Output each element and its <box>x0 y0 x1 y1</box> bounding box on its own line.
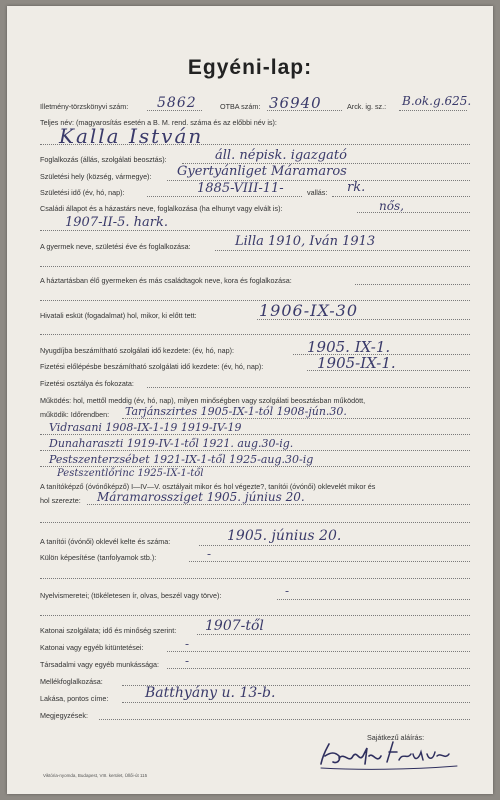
csaladi-line-2 <box>40 230 470 231</box>
mukodes-entry-1: Tarjánszirtes 1905-IX-1-tól 1908-jún.30. <box>125 405 347 418</box>
arck-value: B.ok.g.625. <box>402 94 472 108</box>
fizetesi-osztaly-line <box>147 387 470 388</box>
hivatali-eskut-label: Hivatali esküt (fogadalmat) hol, mikor, ki előtt tett: <box>40 311 197 320</box>
katonai-kitunt-line <box>167 651 470 652</box>
lakasa-label: Lakása, pontos címe: <box>40 694 109 703</box>
hivatali-eskut-value: 1906-IX-30 <box>259 301 359 320</box>
mukodes-entry-3: Dunaharaszti 1919-IV-1-től 1921. aug.30-ig. <box>49 437 294 450</box>
katonai-label: Katonai szolgálata; idő és minőség szerint: <box>40 626 177 635</box>
arck-label: Arck. ig. sz.: <box>347 102 387 111</box>
vallas-value: rk. <box>347 180 366 195</box>
kulon-label: Külön képesítése (tanfolyamok stb.): <box>40 553 157 562</box>
tarsadalmi-line <box>167 668 470 669</box>
katonai-line <box>197 634 470 635</box>
tanitokepzo-line <box>87 504 470 505</box>
tarsadalmi-value: - <box>185 654 190 668</box>
gyermek-line <box>215 250 470 251</box>
gyermek-line-2 <box>40 266 470 267</box>
tanitokepzo-value: Máramarossziget 1905. június 20. <box>97 490 305 504</box>
mukodes-line-1 <box>122 418 470 419</box>
teljes-nev-label: Teljes név: (magyarosítás esetén a B. M. rend. száma és az előbbi név is): <box>40 118 277 127</box>
mukodes-entry-2: Vidrasani 1908-IX-1-19 1919-IV-19 <box>49 421 242 434</box>
csaladi-line <box>357 212 470 213</box>
mukodes-label-1: Működés: hol, mettől meddig (év, hó, nap), milyen minőségben vagy szolgálati beosztásban működött, <box>40 396 366 405</box>
mukodes-entry-4: Pestszenterzsébet 1921-IX-1-től 1925-aug.30-ig <box>49 453 314 466</box>
alairas-label: Sajátkezű aláírás: <box>367 733 425 742</box>
fizetesi-osztaly-label: Fizetési osztálya és fokozata: <box>40 379 134 388</box>
szuletesi-ido-label: Születési idő (év, hó, nap): <box>40 188 125 197</box>
signature-image <box>317 734 467 774</box>
gyermek-value: Lilla 1910, Iván 1913 <box>235 234 376 249</box>
illetmeny-value: 5862 <box>157 95 197 111</box>
csaladi-label: Családi állapot és a házastárs neve, foglalkozása (ha elhunyt vagy elvált is): <box>40 204 283 213</box>
mellek-label: Mellékfoglalkozása: <box>40 677 103 686</box>
nyelvismeret-label: Nyelvismeretei; (tökéletesen ír, olvas, beszél vagy törve): <box>40 591 222 600</box>
arck-line <box>399 110 467 111</box>
haztartas-line-2 <box>40 300 470 301</box>
vallas-label: vallás: <box>307 188 328 197</box>
form-title: Egyéni-lap: <box>187 56 313 79</box>
haztartas-label: A háztartásban élő gyermeken és más családtagok neve, kora és foglalkozása: <box>40 276 292 285</box>
szuletesi-ido-line <box>147 196 302 197</box>
nyugdij-value: 1905. IX-1. <box>307 338 391 356</box>
otba-value: 36940 <box>269 94 322 112</box>
mukodes-line-2 <box>40 434 470 435</box>
szuletesi-hely-label: Születési hely (község, vármegye): <box>40 172 152 181</box>
csaladi-value-2: 1907-II-5. hark. <box>65 215 169 230</box>
otba-label: OTBA szám: <box>220 102 261 111</box>
nyelvismeret-line-2 <box>40 615 470 616</box>
szuletesi-hely-value: Gyertyánliget Máramaros <box>177 164 347 179</box>
oklevel-label: A tanítói (óvónői) oklevél kelte és száma: <box>40 537 171 546</box>
csaladi-value: nős, <box>379 199 404 213</box>
hivatali-eskut-line-2 <box>40 334 470 335</box>
tanitokepzo-line-2 <box>40 522 470 523</box>
gyermek-label: A gyermek neve, születési éve és foglalkozása: <box>40 242 191 251</box>
szuletesi-ido-value: 1885-VIII-11- <box>197 181 284 196</box>
mukodes-entry-5: Pestszentlőrinc 1925-IX-1-től <box>57 468 204 479</box>
haztartas-line <box>355 284 470 285</box>
katonai-kitunt-label: Katonai vagy egyéb kitüntetései: <box>40 643 144 652</box>
mukodes-label-2: működik: Időrendben: <box>40 410 110 419</box>
printer-note: Viktória-nyomda, Budapest, VIII. kerület, Üllői-út 115 <box>43 773 148 778</box>
katonai-kitunt-value: - <box>185 637 190 651</box>
teljes-nev-value: Kalla István <box>59 124 204 148</box>
mukodes-line-3 <box>40 450 470 451</box>
foglalkozas-value: áll. népisk. igazgató <box>215 148 347 163</box>
oklevel-value: 1905. június 20. <box>227 528 342 544</box>
mukodes-line-4 <box>40 466 470 467</box>
megjegyzesek-label: Megjegyzések: <box>40 711 88 720</box>
nyugdij-label: Nyugdíjba beszámítható szolgálati idő kezdete: (év, hó, nap): <box>40 346 235 355</box>
katonai-value: 1907-től <box>205 618 264 634</box>
kulon-line <box>189 561 470 562</box>
illetmeny-label: Illetmény-törzskönyvi szám: <box>40 102 129 111</box>
kulon-line-2 <box>40 578 470 579</box>
nyelvismeret-value: - <box>285 584 290 598</box>
megjegyzesek-line <box>99 719 470 720</box>
fizetesi-elolep-label: Fizetési előlépésbe beszámítható szolgálati idő kezdete: (év, hó, nap): <box>40 362 264 371</box>
lakasa-line <box>122 702 470 703</box>
tarsadalmi-label: Társadalmi vagy egyéb munkássága: <box>40 660 160 669</box>
foglalkozas-label: Foglalkozás (állás, szolgálati beosztás): <box>40 155 167 164</box>
form-sheet <box>7 6 493 794</box>
nyelvismeret-line <box>277 599 470 600</box>
tanitokepzo-label-2: hol szerezte: <box>40 496 81 505</box>
fizetesi-elolep-value: 1905-IX-1. <box>317 354 396 372</box>
lakasa-value: Batthyány u. 13-b. <box>145 685 276 701</box>
oklevel-line <box>199 545 470 546</box>
tanitokepzo-label-1: A tanítóképző (óvónőképző) I—IV—V. osztályait mikor és hol végezte?, tanítói (óvónői) oklevelét mikor és <box>40 482 376 491</box>
vallas-line <box>332 196 470 197</box>
kulon-value: - <box>207 547 212 561</box>
